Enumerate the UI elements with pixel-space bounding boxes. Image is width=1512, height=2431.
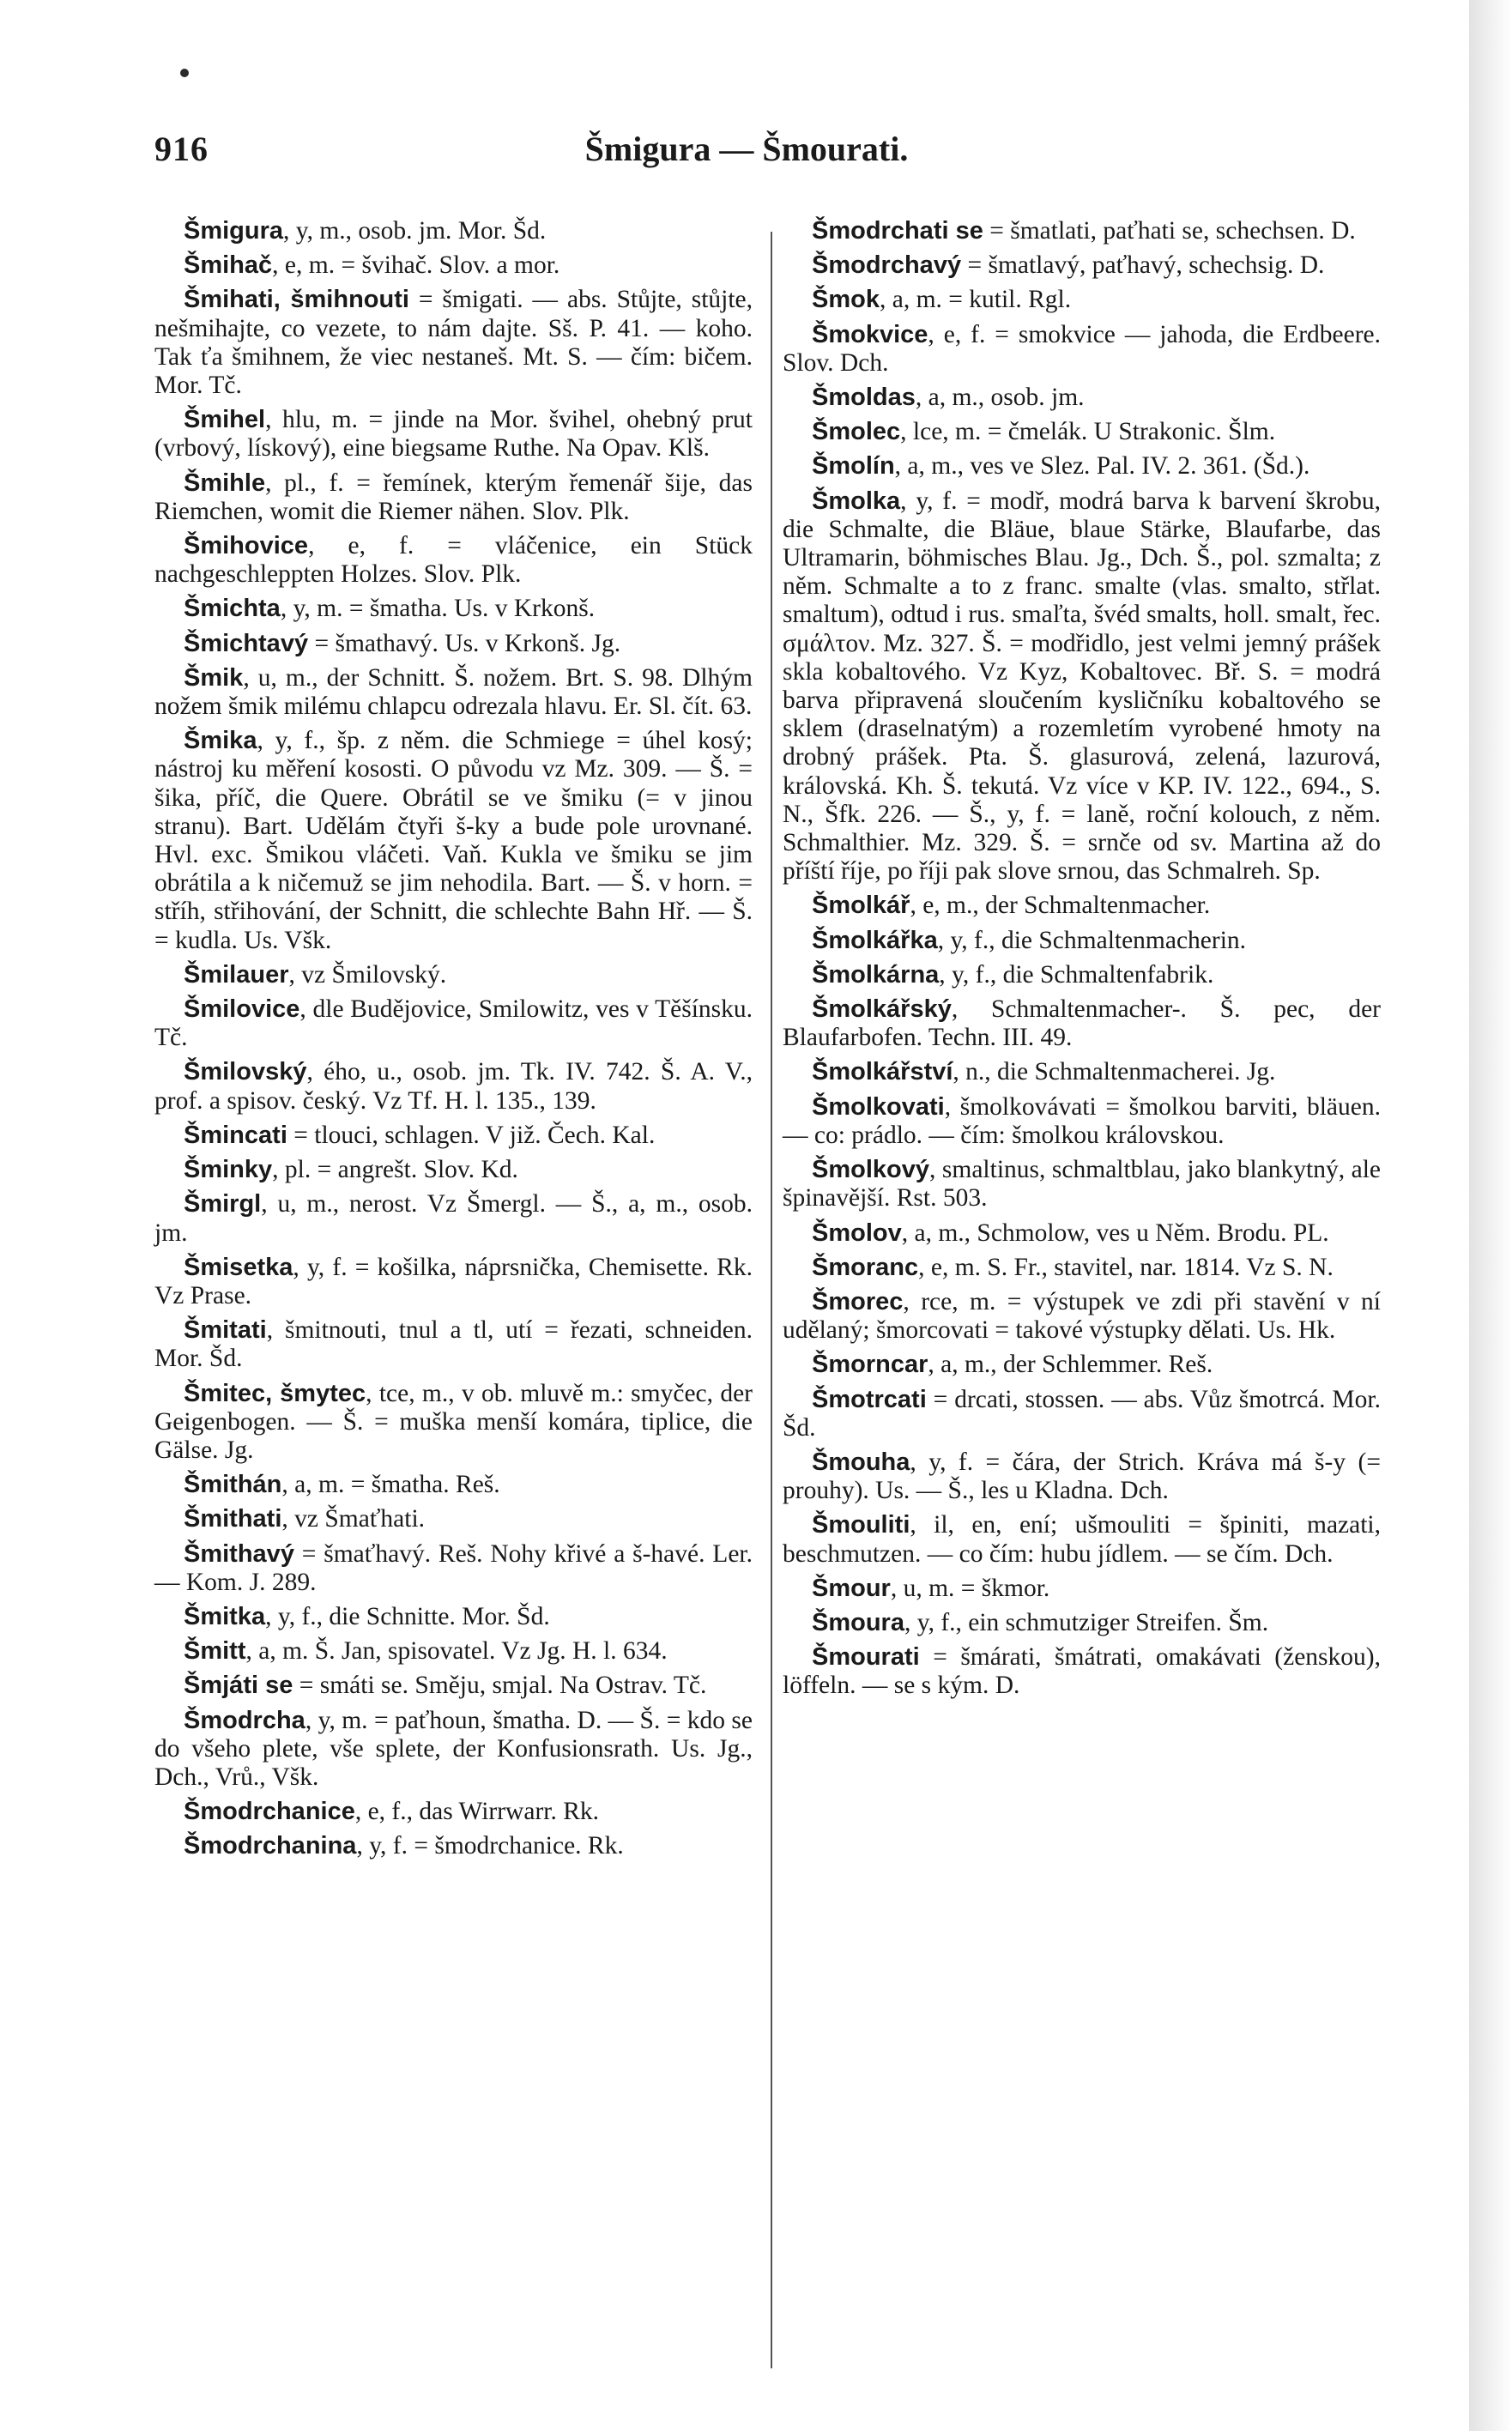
entry-headword: Šminky [184, 1156, 273, 1184]
entry-headword: Šmolkář [812, 892, 910, 920]
dictionary-entry [154, 1540, 753, 1597]
dictionary-entry [154, 1254, 753, 1310]
entry-headword: Šmitec, šmytec [184, 1379, 366, 1407]
entry-definition: , tce, m., v ob. mluvě m.: smyčec, der Geigenbogen. — Š. = muška menší komára, tiplice, die Gälse. Jg. [154, 1379, 753, 1464]
entry-definition: , u, m., der Schnitt. Š. nožem. Brt. S. 98. Dlhým nožem šmik milému chlapcu odrezala hlavu. Er. Sl. čít. 63. [154, 663, 753, 721]
dictionary-entry [783, 1254, 1381, 1282]
entry-definition: = šmárati, šmátrati, omakávati (ženskou), löffeln. — se s kým. D. [783, 1643, 1381, 1700]
entry-headword: Šmorec [812, 1287, 904, 1315]
dictionary-entry [154, 961, 753, 989]
entry-headword: Šmouliti [812, 1511, 910, 1539]
entry-definition: , y, f., ein schmutziger Streifen. Šm. [904, 1608, 1269, 1636]
entry-headword: Šmolkárna [812, 960, 940, 989]
entry-definition: , y, f. = modř, modrá barva k barvení škrobu, die Schmalte, die Bläue, blaue Stärke, Blaufarbe, das Ultramarin, böhmisches Blau. Jg., Dch. Š., pol. szmalta; z něm. Schmalte a to z franc. smalte (vlas. smalto, střlat. smaltum), odtud i rus. smaľta, švéd smalts, holl. smalt, řec. σμάλτον. Mz. 327. Š. = modřidlo, jest velmi jemný prášek skla kobaltového. Vz Kyz, Kobaltovec. Bř. S. = modrá barva připravená sloučením kysličníku kobaltového se sklem (draselnatým) a rozemletím vyrobené hmoty na drobný prášek. Pta. Š. glasurová, zelená, lazurová, královská. Kh. Š. tekutá. Vz více v KP. IV. 122., 694., S. N., Šfk. 226. — Š., y, f. = laně, roční kolouch, z něm. Schmalthier. Mz. 329. Š. = srnče od sv. Martina až do příští říje, po říji pak slove srnou, das Schmalreh. Sp. [783, 487, 1381, 886]
entry-definition: , e, m. = švihač. Slov. a mor. [272, 251, 560, 280]
entry-headword: Šmodrchavý [812, 251, 962, 280]
entry-definition: , e, f. = smokvice — jahoda, die Erdbeere. Slov. Dch. [783, 320, 1381, 377]
page-edge-shadow [1469, 0, 1512, 2431]
entry-headword: Šmik [184, 663, 244, 692]
right-column [783, 217, 1381, 1707]
entry-headword: Šmigura [184, 217, 284, 245]
entry-definition: , y, f., šp. z něm. die Schmiege = úhel kosý; nástroj ku měření kososti. O původu vz Mz. 309. — Š. = šika, příč, die Quere. Obrátil se ve šmiku (= v jinou stranu). Bart. Udělám čtyři š-ky a bude pole urovnané. Hvl. exc. Šmikou vláčeti. Vaň. Kukla ve šmiku se jim obrátila a k ničemuž se jim nehodila. Bart. — Š. v horn. = stříh, střihování, der Schnitt, die schlechte Bahn Hř. — Š. = kudla. Us. Všk. [154, 727, 753, 954]
entry-definition: = drcati, stossen. — abs. Vůz šmotrcá. Mor. Šd. [783, 1385, 1381, 1442]
entry-definition: = šmaťhavý. Reš. Nohy křivé a š-havé. Ler. — Kom. J. 289. [154, 1539, 753, 1596]
dictionary-entry [154, 1316, 753, 1373]
dictionary-entry [154, 1798, 753, 1826]
running-head: Šmigura — Šmourati. [584, 130, 909, 168]
entry-headword: Šmithavý [184, 1539, 294, 1568]
entry-definition: , smaltinus, schmaltblau, jako blankytný, ale špinavější. Rst. 503. [783, 1156, 1381, 1212]
entry-definition: , il, en, ení; ušmouliti = špiniti, mazati, beschmutzen. — co čím: hubu jídlem. — se čím. Dch. [783, 1511, 1381, 1568]
dictionary-entry [783, 1386, 1381, 1442]
entry-definition: , vz Šmilovský. [288, 960, 447, 989]
entry-headword: Šmoranc [812, 1253, 919, 1281]
entry-definition: , y, f., die Schmaltenfabrik. [939, 960, 1214, 989]
dictionary-entry [783, 1093, 1381, 1150]
dictionary-entry [154, 1672, 753, 1700]
dictionary-entry [783, 1058, 1381, 1086]
entry-definition: , u, m. = škmor. [890, 1574, 1050, 1602]
entry-definition: , hlu, m. = jinde na Mor. švihel, ohebný prut (vrbový, lískový), eine biegsame Ruthe. Na Opav. Klš. [154, 406, 753, 463]
print-speck [180, 69, 189, 77]
entry-headword: Šmourati [812, 1643, 920, 1672]
entry-headword: Šmour [812, 1574, 891, 1602]
entry-headword: Šmihač [184, 251, 273, 280]
dictionary-entry [783, 1219, 1381, 1248]
entry-definition: , e, f., das Wirrwarr. Rk. [354, 1798, 600, 1826]
dictionary-entry [154, 1156, 753, 1184]
entry-definition: , a, m., Schmolow, ves u Něm. Brodu. PL. [901, 1219, 1329, 1247]
dictionary-entry [783, 961, 1381, 989]
entry-headword: Šmithati [184, 1505, 282, 1533]
entry-definition: , ého, u., osob. jm. Tk. IV. 742. Š. A. V., prof. a spisov. český. Vz Tf. H. l. 135., 139. [154, 1058, 753, 1115]
entry-headword: Šmolín [812, 452, 895, 481]
dictionary-entry [783, 1511, 1381, 1568]
entry-headword: Šmilauer [184, 960, 289, 989]
entry-headword: Šmisetka [184, 1253, 293, 1281]
entry-headword: Šmolkářka [812, 926, 938, 954]
entry-definition: , e, f. = vláčenice, ein Stück nachgeschleppten Holzes. Slov. Plk. [154, 532, 753, 589]
page-number: 916 [154, 130, 209, 168]
dictionary-entry [154, 595, 753, 623]
entry-headword: Šmodrchanice [184, 1798, 355, 1826]
entry-headword: Šmodrcha [184, 1706, 305, 1734]
entry-definition: , a, m., ves ve Slez. Pal. IV. 2. 361. (Šd.). [894, 452, 1310, 481]
entry-definition: , dle Budějovice, Smilowitz, ves v Těšínsku. Tč. [154, 995, 753, 1052]
entry-definition: = šmatlati, paťhati se, schechsen. D. [983, 217, 1356, 245]
entry-definition: , a, m. Š. Jan, spisovatel. Vz Jg. H. l. 634. [245, 1637, 668, 1666]
dictionary-entry [783, 1156, 1381, 1212]
entry-headword: Šmincati [184, 1121, 287, 1149]
entry-headword: Šmichta [184, 595, 281, 623]
entry-headword: Šmika [184, 727, 257, 755]
entry-headword: Šmoura [812, 1608, 904, 1636]
entry-headword: Šmokvice [812, 320, 928, 348]
entry-definition: , a, m., der Schlemmer. Reš. [928, 1351, 1213, 1379]
entry-headword: Šmolec [812, 418, 901, 446]
dictionary-entry [783, 1643, 1381, 1700]
left-column [154, 217, 753, 1867]
entry-definition: = šmathavý. Us. v Krkonš. Jg. [308, 629, 621, 657]
entry-definition: , y, m. = paťhoun, šmatha. D. — Š. = kdo se do všeho plete, vše splete, der Konfusionsrath. Us. Jg., Dch., Vrů., Všk. [154, 1706, 753, 1791]
entry-definition: , e, m., der Schmaltenmacher. [910, 892, 1211, 920]
dictionary-entry [154, 995, 753, 1052]
entry-headword: Šmirgl [184, 1190, 262, 1219]
entry-definition: , u, m., nerost. Vz Šmergl. — Š., a, m., osob. jm. [154, 1190, 753, 1247]
dictionary-entry [154, 1122, 753, 1150]
dictionary-entry [154, 1603, 753, 1631]
dictionary-entry [154, 1832, 753, 1860]
entry-headword: Šmolka [812, 487, 901, 515]
entry-definition: , šmitnouti, tnul a tl, utí = řezati, schneiden. Mor. Šd. [154, 1316, 753, 1373]
entry-definition: , Schmaltenmacher-. Š. pec, der Blaufarbofen. Techn. III. 49. [783, 995, 1381, 1052]
entry-headword: Šmotrcati [812, 1385, 927, 1413]
entry-definition: , y, f., die Schnitte. Mor. Šd. [265, 1602, 550, 1630]
dictionary-entry [154, 727, 753, 955]
entry-headword: Šmitka [184, 1602, 266, 1630]
dictionary-entry [783, 1448, 1381, 1505]
dictionary-entry [783, 217, 1381, 245]
dictionary-entry [154, 217, 753, 245]
entry-definition: , vz Šmaťhati. [281, 1505, 426, 1533]
entry-headword: Šmihle [184, 469, 266, 497]
entry-headword: Šmichtavý [184, 629, 309, 657]
entry-headword: Šmouha [812, 1448, 910, 1476]
dictionary-entry [783, 418, 1381, 446]
dictionary-entry [154, 286, 753, 400]
entry-definition: = smáti se. Směju, smjal. Na Ostrav. Tč. [293, 1672, 707, 1700]
entry-definition: , n., die Schmaltenmacherei. Jg. [953, 1058, 1276, 1086]
entry-definition: , y, f., die Schmaltenmacherin. [937, 926, 1247, 954]
dictionary-entry [154, 532, 753, 589]
entry-definition: , pl. = angrešt. Slov. Kd. [272, 1156, 518, 1184]
entry-headword: Šmolov [812, 1219, 902, 1247]
entry-headword: Šmilovice [184, 995, 300, 1024]
dictionary-entry [154, 469, 753, 526]
entry-definition: , a, m., osob. jm. [915, 384, 1085, 412]
entry-definition: , y, m. = šmatha. Us. v Krkonš. [280, 595, 596, 623]
entry-headword: Šmorncar [812, 1351, 928, 1379]
dictionary-entry [783, 286, 1381, 314]
dictionary-entry [154, 1471, 753, 1499]
dictionary-entry [154, 251, 753, 280]
entry-definition: , e, m. S. Fr., stavitel, nar. 1814. Vz S. N. [918, 1253, 1334, 1281]
entry-headword: Šmodrchanina [184, 1832, 357, 1860]
dictionary-entry [154, 630, 753, 658]
dictionary-entry [154, 1058, 753, 1115]
entry-headword: Šmok [812, 286, 880, 314]
entry-headword: Šmolkový [812, 1156, 929, 1184]
dictionary-entry [783, 1609, 1381, 1637]
entry-definition: = šmatlavý, paťhavý, schechsig. D. [961, 251, 1325, 280]
dictionary-entry [154, 1637, 753, 1666]
dictionary-entry [154, 1707, 753, 1793]
dictionary-entry [783, 384, 1381, 412]
dictionary-entry [783, 452, 1381, 481]
entry-headword: Šmitati [184, 1316, 267, 1345]
dictionary-entry [783, 892, 1381, 920]
entry-definition: , y, f. = čára, der Strich. Kráva má š-y (= prouhy). Us. — Š., les u Kladna. Dch. [783, 1448, 1381, 1505]
dictionary-entry [783, 1351, 1381, 1379]
entry-definition: , y, m., osob. jm. Mor. Šd. [283, 217, 547, 245]
entry-headword: Šmoldas [812, 384, 916, 412]
dictionary-entry [154, 1380, 753, 1466]
entry-headword: Šmolkářství [812, 1058, 953, 1086]
dictionary-entry [783, 1288, 1381, 1345]
entry-definition: , rce, m. = výstupek ve zdi při stavění v ní udělaný; šmorcovati = takové výstupky dělati. Us. Hk. [783, 1287, 1381, 1345]
entry-definition: , lce, m. = čmelák. U Strakonic. Šlm. [900, 418, 1276, 446]
dictionary-entry [783, 1575, 1381, 1603]
entry-headword: Šmithán [184, 1471, 282, 1499]
entry-definition: , a, m. = šmatha. Reš. [281, 1471, 500, 1499]
dictionary-entry [783, 927, 1381, 955]
entry-headword: Šmodrchati se [812, 217, 983, 245]
entry-definition: , y, f. = šmodrchanice. Rk. [356, 1832, 624, 1860]
dictionary-entry [154, 1505, 753, 1533]
entry-headword: Šmjáti se [184, 1672, 293, 1700]
dictionary-entry [783, 251, 1381, 280]
entry-definition: , šmolkovávati = šmolkou barviti, bläuen. — co: prádlo. — čím: šmolkou královskou. [783, 1092, 1381, 1149]
entry-headword: Šmolkovati [812, 1092, 945, 1121]
dictionary-entry [154, 664, 753, 721]
entry-headword: Šmihovice [184, 532, 309, 560]
entry-headword: Šmihati, šmihnouti [184, 286, 409, 314]
entry-definition: , a, m. = kutil. Rgl. [879, 286, 1072, 314]
dictionary-entry [154, 1190, 753, 1247]
entry-headword: Šmolkářský [812, 995, 952, 1024]
column-divider [771, 232, 772, 2368]
entry-headword: Šmihel [184, 406, 266, 434]
entry-definition: , y, f. = košilka, náprsnička, Chemisette. Rk. Vz Prase. [154, 1253, 753, 1309]
dictionary-entry [154, 406, 753, 463]
dictionary-entry [783, 995, 1381, 1052]
dictionary-entry [783, 321, 1381, 378]
entry-definition: , pl., f. = řemínek, kterým řemenář šije, das Riemchen, womit die Riemer nähen. Slov. Plk. [154, 469, 753, 525]
entry-headword: Šmitt [184, 1637, 246, 1666]
entry-definition: = šmigati. — abs. Stůjte, stůjte, nešmihajte, co vezete, to nám dajte. Sš. P. 41. — koho. Tak ťa šmihnem, že viec nestaneš. Mt. S. — čím: bičem. Mor. Tč. [154, 286, 753, 400]
entry-definition: = tlouci, schlagen. V již. Čech. Kal. [287, 1121, 656, 1149]
entry-headword: Šmilovský [184, 1058, 307, 1086]
dictionary-entry [783, 487, 1381, 886]
